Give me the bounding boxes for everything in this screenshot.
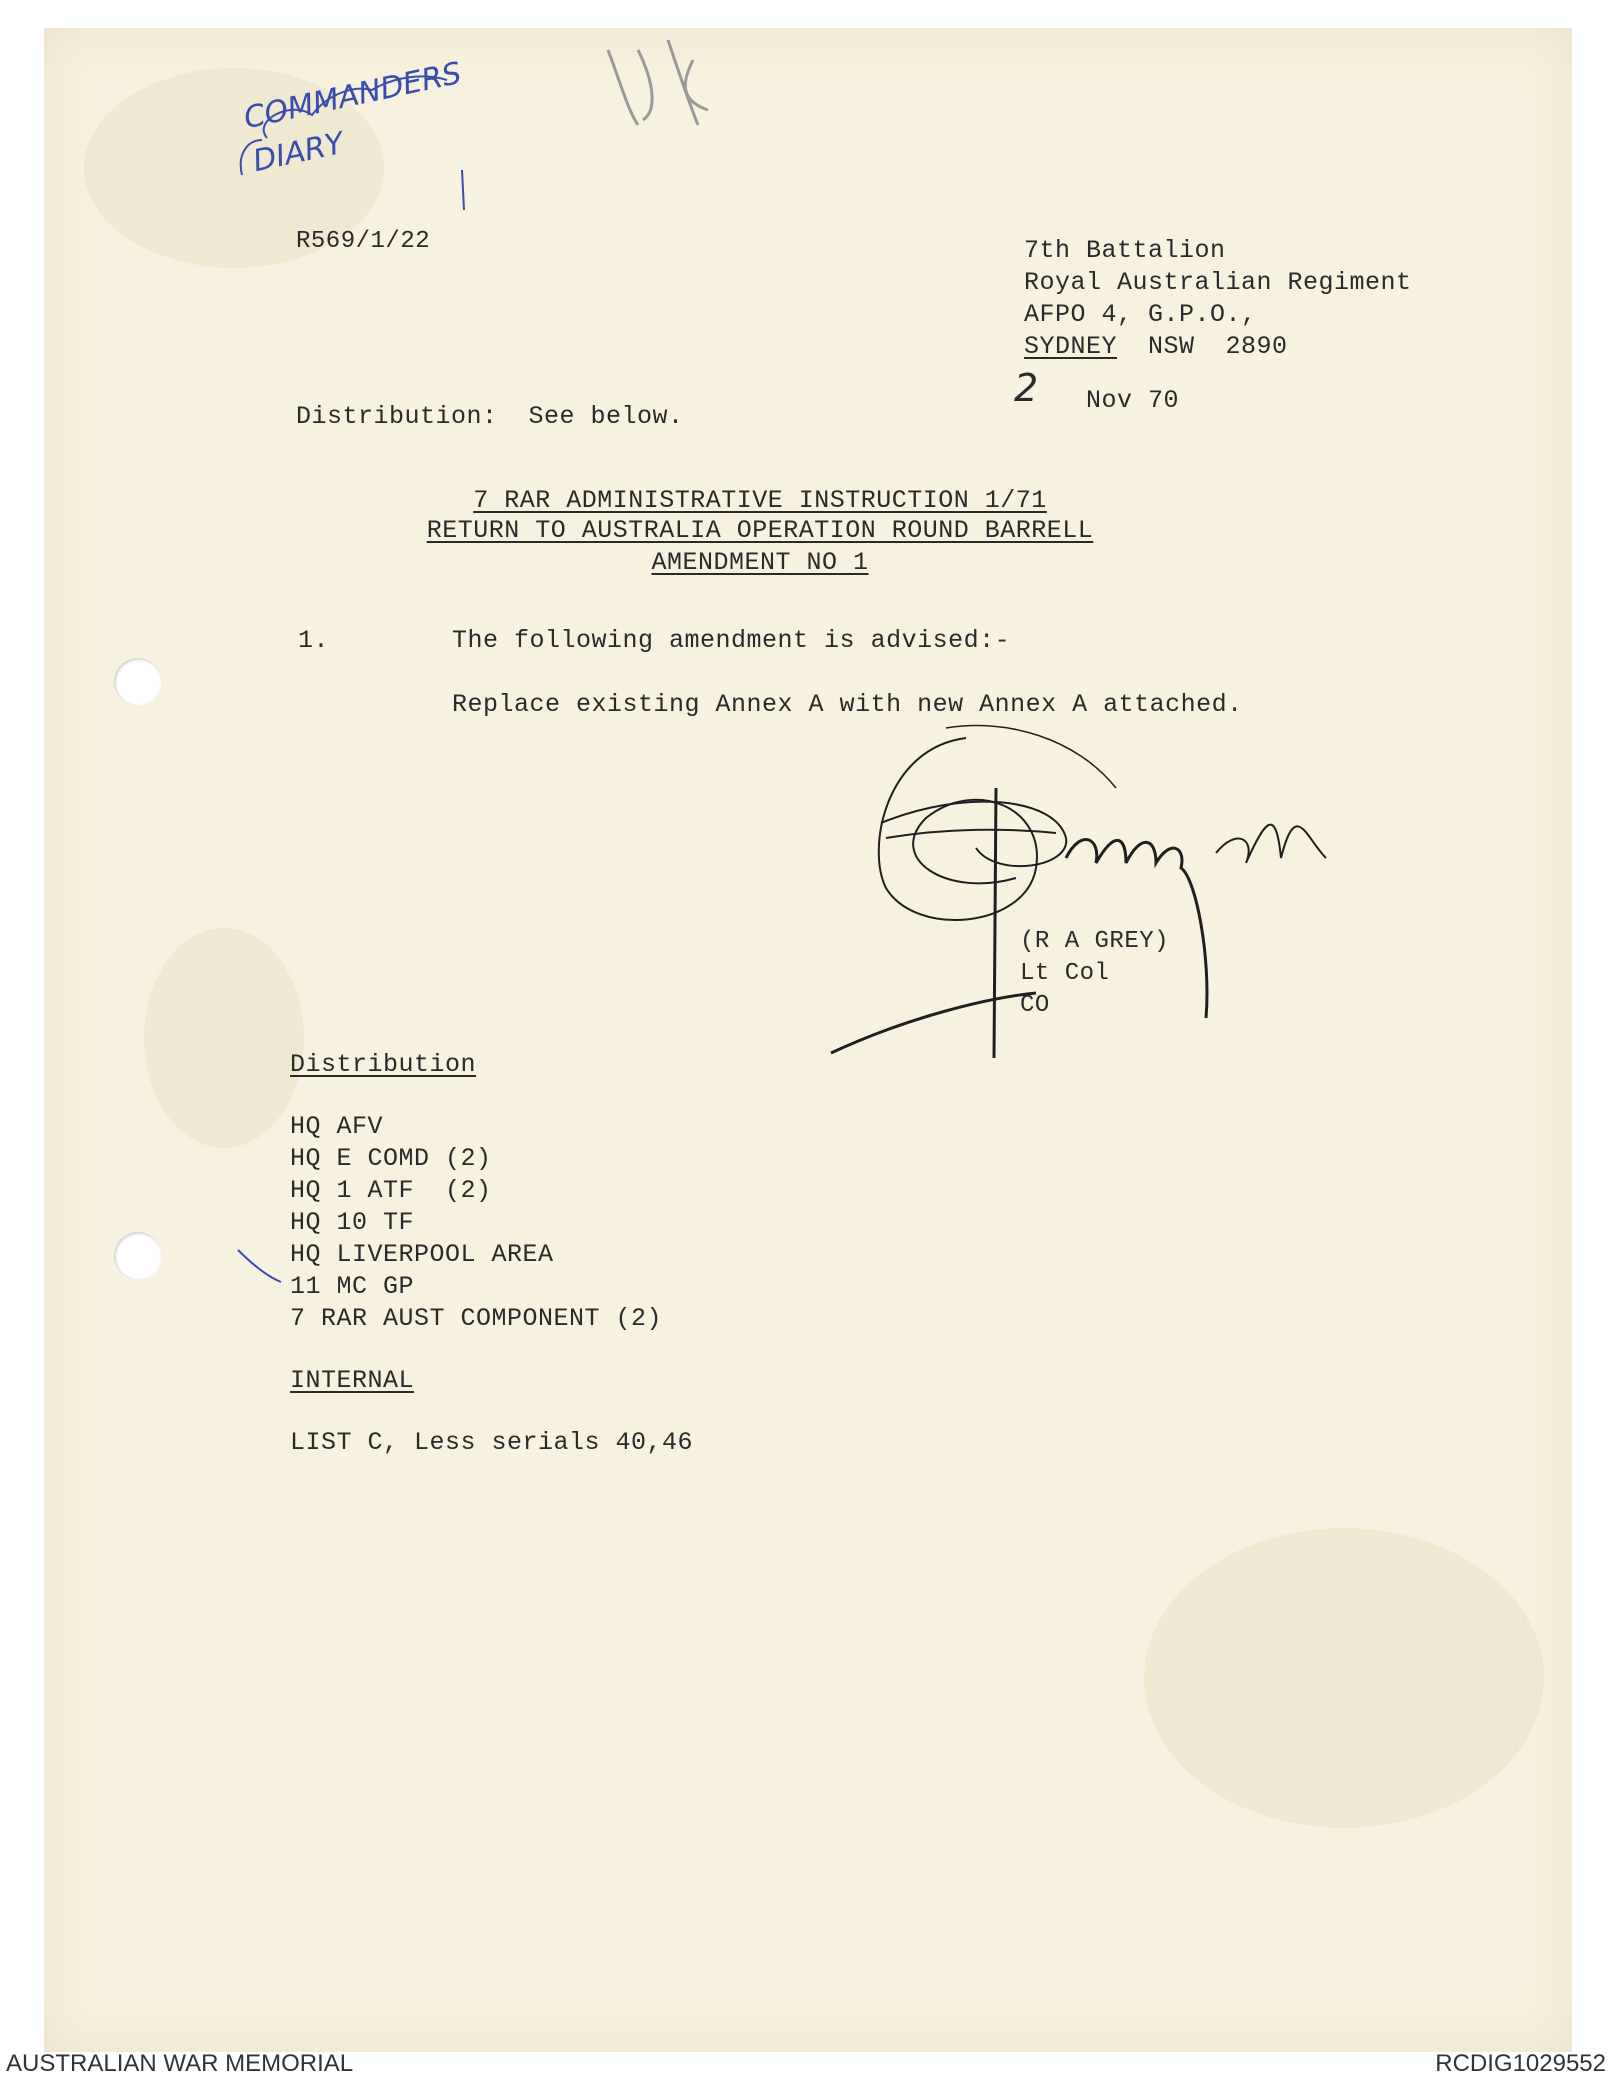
handwritten-date-day: 2 [1014,366,1039,410]
punch-hole [114,658,162,706]
signatory-appointment: CO [1020,992,1050,1019]
address-city: SYDNEY [1024,332,1118,361]
punch-hole [114,1232,162,1280]
distribution-item: HQ E COMD (2) [290,1144,492,1173]
distribution-item: 11 MC GP [290,1272,415,1301]
distribution-line: Distribution: See below. [296,402,684,431]
paper-stain [1144,1528,1544,1828]
title-line-2: RETURN TO AUSTRALIA OPERATION ROUND BARRELL [426,516,1094,545]
distribution-item: HQ AFV [290,1112,384,1141]
paragraph-text: The following amendment is advised:- [452,626,1011,655]
signatory-rank: Lt Col [1020,960,1110,987]
distribution-item: 7 RAR AUST COMPONENT (2) [290,1304,663,1333]
distribution-heading: Distribution [290,1050,477,1079]
tick-mark [236,1248,286,1288]
address-line-1: 7th Battalion [1024,236,1226,265]
distribution-item: HQ 10 TF [290,1208,415,1237]
signature [826,728,1346,1058]
distribution-item: HQ LIVERPOOL AREA [290,1240,554,1269]
internal-text: LIST C, Less serials 40,46 [290,1428,694,1457]
handwritten-label: COMMANDERS DIARY [240,55,465,180]
address-line-2: Royal Australian Regiment [1024,268,1412,297]
title-line-3: AMENDMENT NO 1 [651,548,869,577]
signatory-name: (R A GREY) [1020,928,1170,955]
distribution-item: HQ 1 ATF (2) [290,1176,492,1205]
address-line-3: AFPO 4, G.P.O., [1024,300,1257,329]
pencil-mark [598,30,718,140]
paragraph-continued: Replace existing Annex A with new Annex A attached. [452,690,1243,719]
handwritten-annotation [232,55,492,220]
footer-source: AUSTRALIAN WAR MEMORIAL [6,2050,354,2077]
file-reference: R569/1/22 [296,228,431,255]
paragraph-number: 1. [298,626,330,655]
address-state-postcode: NSW 2890 [1148,332,1288,361]
title-line-1: 7 RAR ADMINISTRATIVE INSTRUCTION 1/71 [473,486,1047,515]
footer-identifier: RCDIG1029552 [1435,2050,1606,2077]
date-month-year: Nov 70 [1086,386,1180,415]
paper-stain [144,928,304,1148]
internal-heading: INTERNAL [290,1366,415,1395]
